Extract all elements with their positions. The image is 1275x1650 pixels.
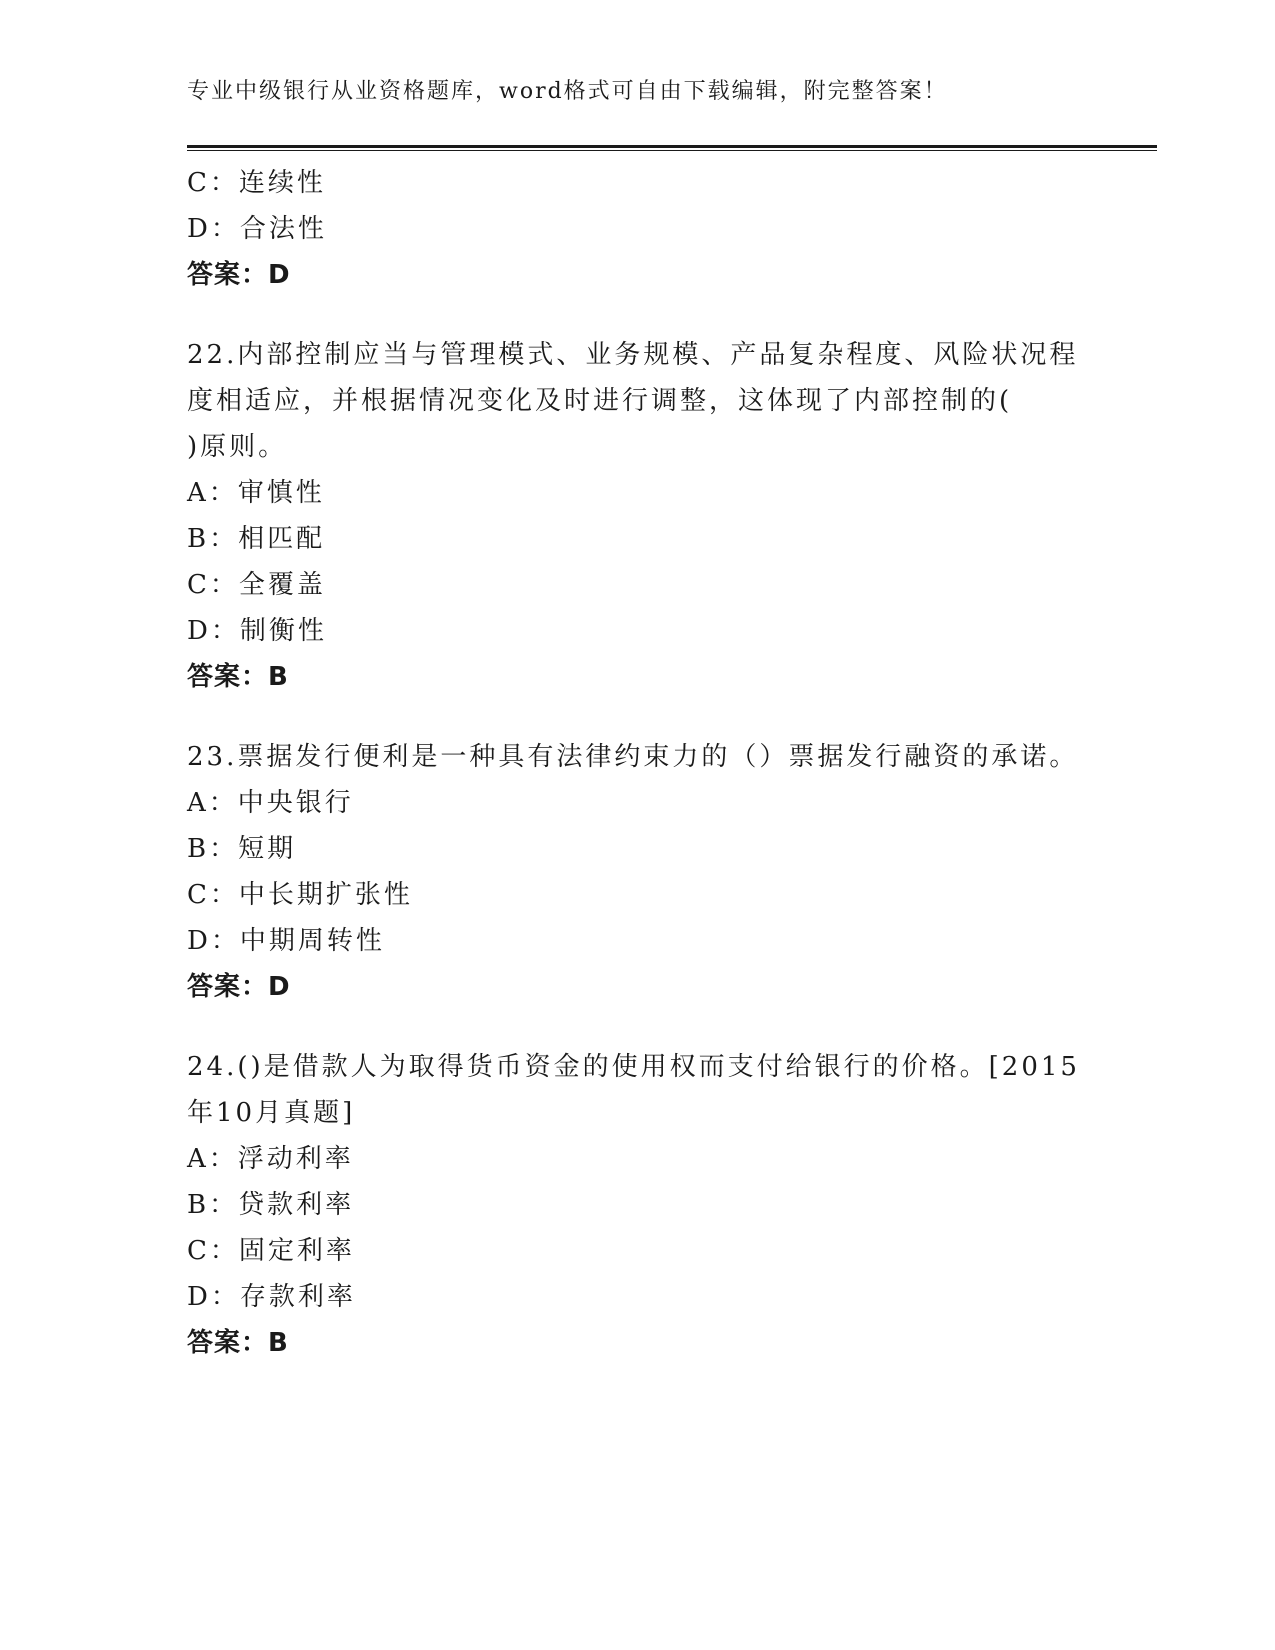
question-24: [187, 1044, 1087, 1366]
option-b: B：贷款利率: [187, 1190, 355, 1220]
option-d: D：合法性: [187, 214, 327, 244]
option-c: C：中长期扩张性: [187, 880, 413, 910]
header-divider-thin: [187, 150, 1157, 151]
question-22: [187, 332, 1087, 700]
option-c: C：连续性: [187, 168, 326, 198]
question-content: [187, 160, 1087, 1366]
answer: 答案：D: [187, 972, 291, 1002]
question-23: [187, 734, 1087, 1010]
spacer: [187, 700, 1087, 734]
header-divider: [187, 145, 1157, 148]
option-d: D：制衡性: [187, 616, 327, 646]
spacer: [187, 1010, 1087, 1044]
question-text: 年10月真题]: [187, 1098, 356, 1128]
option-d: D：中期周转性: [187, 926, 385, 956]
question-text: )原则。: [187, 432, 288, 462]
question-text: 度相适应，并根据情况变化及时进行调整，这体现了内部控制的(: [187, 386, 1013, 416]
option-c: C：全覆盖: [187, 570, 326, 600]
question-text: 23.票据发行便利是一种具有法律约束力的（）票据发行融资的承诺。: [187, 742, 1079, 772]
option-c: C：固定利率: [187, 1236, 355, 1266]
spacer: [187, 298, 1087, 332]
option-b: B：短期: [187, 834, 297, 864]
option-a: A：中央银行: [187, 788, 354, 818]
answer: 答案：D: [187, 260, 291, 290]
option-a: A：审慎性: [187, 478, 325, 508]
question-text: 22.内部控制应当与管理模式、业务规模、产品复杂程度、风险状况程: [187, 340, 1079, 370]
question-text: 24.()是借款人为取得货币资金的使用权而支付给银行的价格。[2015: [187, 1052, 1080, 1082]
question-21-continued: [187, 160, 1087, 298]
answer: 答案：B: [187, 1328, 289, 1358]
option-a: A：浮动利率: [187, 1144, 354, 1174]
page-header: 专业中级银行从业资格题库，word格式可自由下载编辑，附完整答案！: [187, 79, 948, 104]
option-d: D：存款利率: [187, 1282, 356, 1312]
answer: 答案：B: [187, 662, 289, 692]
option-b: B：相匹配: [187, 524, 326, 554]
